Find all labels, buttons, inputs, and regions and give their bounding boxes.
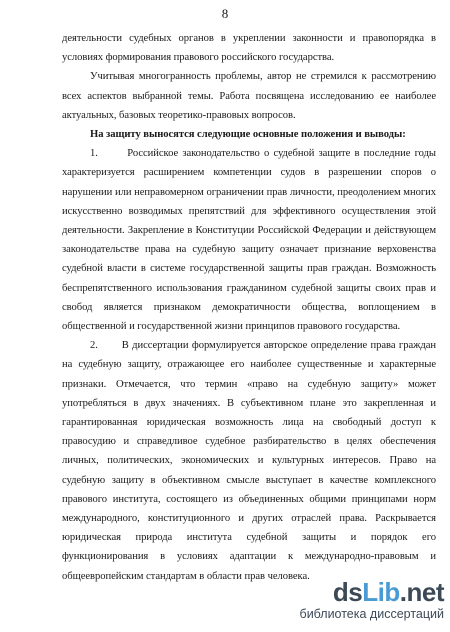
point-1-text: Российское законодательство о судебной защите в последние годы характеризуется расширением компетенции судов в разрешении споров о нарушении или неправомерном ограничении прав личности, преодолением многих искусственно возводимых препятствий для эффективного осуществления этой деятельности. Закрепление в Конституции Российской Федерации и действующем законодательстве права на судебную защиту означает признание верховенства судебной власти в системе государственной защиты прав граждан. Возможность беспрепятственного использования гражданином судебной защиты своих прав и свобод является признаком демократичности общества, воплощением в общественной и государственной жизни принципов правового государства. (62, 148, 436, 333)
point-2-number: 2. (90, 340, 98, 352)
paragraph-point-2 (62, 336, 436, 586)
paragraph-intro-continuation: деятельности судебных органов в укреплении законности и правопорядка в условиях формирования правового российского государства. (62, 33, 436, 64)
page-number: 8 (221, 6, 229, 21)
paragraph-point-1 (62, 144, 436, 336)
section-heading: На защиту выносятся следующие основные положения и выводы: (90, 129, 406, 141)
dslib-subtitle: библиотека диссертаций (299, 607, 444, 621)
document-body (62, 29, 436, 586)
point-2-text: В диссертации формулируется авторское определение права граждан на судебную защиту, отражающее его наиболее существенные и характерные признаки. Отмечается, что термин «право на судебную защиту» может употребляться в двух значениях. В субъективном плане это закрепленная и гарантированная юридическая возможность лица на свободный доступ к правосудию и справедливое судебное разбирательство в целях обеспечения личных, политических, экономических и культурных интересов. Право на судебную защиту в объективном смысле выступает в качестве комплексного правового института, состоящего из объединенных общими принципами норм международного, конституционного и других отраслей права. Раскрывается юридическая природа института судебной защиты и порядок его функционирования в условиях адаптации к международно-правовым и общеевропейским стандартам в области прав человека. (62, 340, 436, 582)
paragraph-scope: Учитывая многогранность проблемы, автор не стремился к рассмотрению всех аспектов выбранной темы. Работа посвящена исследованию ее наиболее актуальных, базовых теоретико-правовых вопросов. (62, 71, 436, 121)
point-1-number: 1. (90, 148, 98, 160)
dslib-logo: dsLib.net (332, 577, 444, 607)
dslib-watermark (274, 578, 444, 624)
